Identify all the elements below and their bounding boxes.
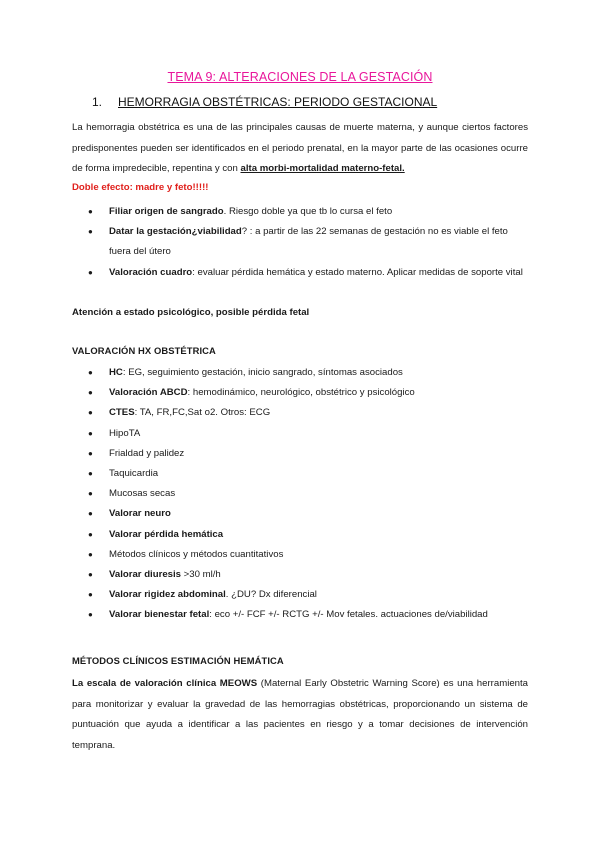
list-item <box>72 403 528 423</box>
page-title: TEMA 9: ALTERACIONES DE LA GESTACIÓN <box>167 70 433 84</box>
meows-paragraph <box>72 674 528 756</box>
list-item-text: Taquicardia <box>109 468 159 480</box>
intro-emphasis: alta morbi-mortalidad materno-fetal. <box>240 163 405 174</box>
meows-bold: La escala de valoración clínica MEOWS <box>72 678 258 689</box>
heading-text: HEMORRAGIA OBSTÉTRICAS: PERIODO GESTACIONAL <box>118 95 438 109</box>
bullet-icon: ● <box>88 408 93 418</box>
bullet-icon: ● <box>88 529 93 539</box>
meows-text: (Maternal Early Obstetric Warning Score) es una herramienta para monitorizar y evaluar la gravedad de las hemorragias obstétricas, proporcionando un sistema de puntuación que ayuda a identificar a las pacientes en riesgo y a tomar decisiones de intervención temprana. <box>72 678 528 751</box>
bullet-icon: ● <box>88 590 93 600</box>
bullet-icon: ● <box>88 570 93 580</box>
list-item-text: : hemodinámico, neurológico, obstétrico y psicológico <box>187 387 415 399</box>
bullet-icon: ● <box>88 549 93 559</box>
bullet-icon: ● <box>88 509 93 519</box>
attention-note: Atención a estado psicológico, posible pérdida fetal <box>72 307 310 318</box>
heading-number: 1. <box>92 95 103 109</box>
list-item <box>72 504 528 524</box>
list-item-bold: Valoración ABCD <box>109 387 188 399</box>
list-item <box>72 484 528 504</box>
list-item <box>72 464 528 484</box>
list-item-bold: Datar la gestación¿viabilidad <box>109 226 242 238</box>
bullet-icon: ● <box>88 610 93 620</box>
list-item <box>72 363 528 383</box>
bullet-icon: ● <box>88 207 93 216</box>
list-item <box>72 202 528 222</box>
list-item-bold: Valorar neuro <box>109 508 171 520</box>
list-item-text: : TA, FR,FC,Sat o2. Otros: ECG <box>134 407 271 419</box>
list-item-text: Frialdad y palidez <box>109 447 185 459</box>
list-item-text: . ¿DU? Dx diferencial <box>225 589 317 601</box>
list-item-bold: Filiar origen de sangrado <box>109 206 224 217</box>
list-item-bold: Valoración cuadro <box>109 266 193 278</box>
list-item-text: Métodos clínicos y métodos cuantitativos <box>109 548 284 560</box>
section-title-metodos: MÉTODOS CLÍNICOS ESTIMACIÓN HEMÁTICA <box>72 655 284 666</box>
intro-paragraph <box>72 118 528 180</box>
list-item <box>72 263 528 283</box>
bullet-icon: ● <box>88 489 93 499</box>
list-item-text: ? : a partir de las 22 semanas de gestación no es viable el feto fuera del útero <box>109 226 508 258</box>
list-item-text: >30 ml/h <box>181 569 221 581</box>
list-item <box>72 383 528 403</box>
list-item-text: . Riesgo doble ya que tb lo cursa el feto <box>223 206 393 217</box>
list-item-bold: Valorar bienestar fetal <box>109 609 210 621</box>
list-item-bold: Valorar rigidez abdominal <box>109 589 226 601</box>
list-item-text: : evaluar pérdida hemática y estado materno. Aplicar medidas de soporte vital <box>192 266 523 278</box>
bullet-icon: ● <box>88 448 93 458</box>
list-item <box>72 424 528 444</box>
list-item-text: Mucosas secas <box>109 488 176 500</box>
bullet-icon: ● <box>88 469 93 479</box>
list-item <box>72 525 528 545</box>
list-item <box>72 605 528 625</box>
bullet-icon: ● <box>88 388 93 398</box>
list-item-text: HipoTA <box>109 427 141 439</box>
bullet-list-2 <box>72 363 528 626</box>
list-item-bold: Valorar pérdida hemática <box>109 528 224 540</box>
list-item <box>72 444 528 464</box>
list-item <box>72 565 528 585</box>
double-effect-note: Doble efecto: madre y feto!!!!! <box>72 182 209 193</box>
list-item <box>72 585 528 605</box>
intro-text: La hemorragia obstétrica es una de las principales causas de muerte materna, y aunque ciertos factores predisponentes pueden ser identificados en el periodo prenatal, en la mayor parte de las ocasiones ocurre de forma impredecible, repentina y con <box>72 122 528 174</box>
section-heading-1 <box>92 95 437 109</box>
bullet-icon: ● <box>88 227 93 237</box>
list-item <box>72 222 528 262</box>
list-item <box>72 545 528 565</box>
list-item-bold: CTES <box>109 407 135 419</box>
list-item-text: : EG, seguimiento gestación, inicio sangrado, síntomas asociados <box>122 367 403 378</box>
list-item-text: : eco +/- FCF +/- RCTG +/- Mov fetales. actuaciones de/viabilidad <box>209 609 488 621</box>
bullet-icon: ● <box>88 428 93 438</box>
list-item-bold: Valorar diuresis <box>109 569 181 581</box>
bullet-list-1 <box>72 202 528 283</box>
bullet-icon: ● <box>88 368 93 377</box>
list-item-bold: HC <box>109 367 123 378</box>
bullet-icon: ● <box>88 267 93 277</box>
section-title-valoracion: VALORACIÓN HX OBSTÉTRICA <box>72 345 216 356</box>
